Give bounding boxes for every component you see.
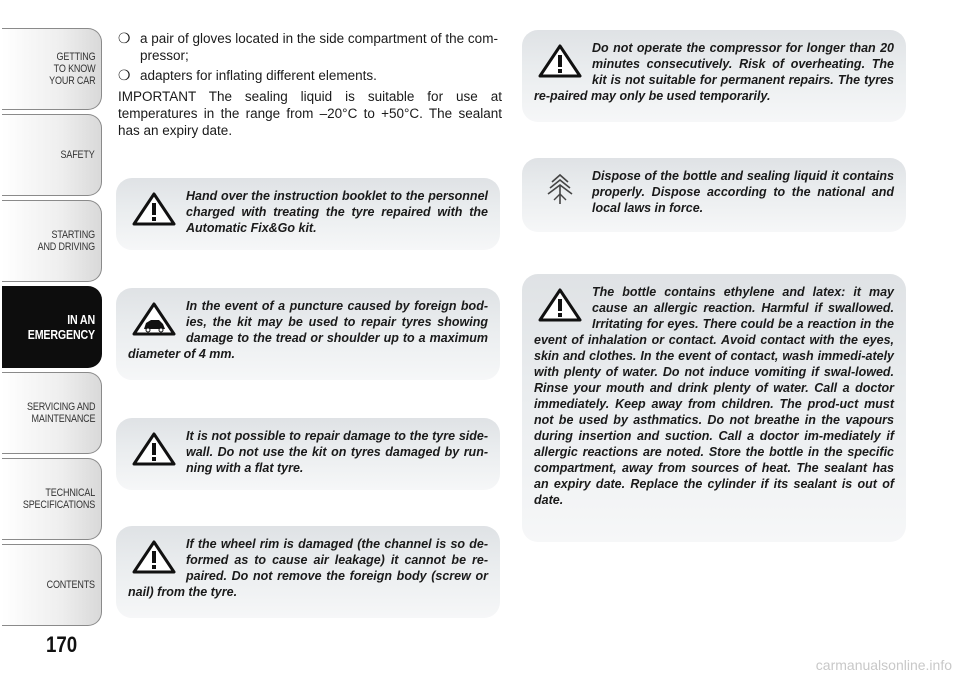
tab-label: TECHNICAL SPECIFICATIONS xyxy=(22,487,95,511)
warning-text: Hand over the instruction booklet to the personnel charged with treating the tyre repaired with the Automatic Fix&Go kit. xyxy=(186,189,488,235)
tab-label: STARTING AND DRIVING xyxy=(37,229,95,253)
tab-safety[interactable] xyxy=(2,114,102,196)
tab-in-an-emergency[interactable] xyxy=(2,286,102,368)
warning-text: It is not possible to repair damage to the tyre side-wall. Do not use the kit on tyres damaged by run-ning with a flat tyre. xyxy=(186,429,488,475)
warning-text: Dispose of the bottle and sealing liquid it contains properly. Dispose according to the national and local laws in force. xyxy=(592,169,894,215)
warning-box-rim xyxy=(116,526,500,618)
warning-triangle-icon xyxy=(538,288,582,322)
warning-text: Do not operate the compressor for longer than 20 minutes consecutively. Risk of overheating. The kit is not suitable for permanent repairs. The tyres re-paired may only be used temporarily. xyxy=(534,41,894,103)
tab-label: GETTING TO KNOW YOUR CAR xyxy=(48,51,95,87)
bullet-mark: ❍ xyxy=(118,30,131,46)
list-item-text: a pair of gloves located in the side compartment of the com-pressor; xyxy=(140,31,498,63)
tab-starting-and-driving[interactable] xyxy=(2,200,102,282)
warning-box-compressor xyxy=(522,30,906,122)
tab-label: CONTENTS xyxy=(46,579,95,591)
page-number: 170 xyxy=(46,632,78,657)
tab-getting-to-know-your-car[interactable] xyxy=(2,28,102,110)
warning-triangle-icon xyxy=(132,432,176,466)
warning-box-sidewall xyxy=(116,418,500,490)
tab-label: SERVICING AND MAINTENANCE xyxy=(26,401,95,425)
warning-box-puncture xyxy=(116,288,500,380)
tab-contents[interactable] xyxy=(2,544,102,626)
tab-label: IN AN EMERGENCY xyxy=(27,312,95,342)
warning-text: If the wheel rim is damaged (the channel is so de-formed as to cause air leakage) it cannot be re-paired. Do not remove the foreign body (screw or nail) from the tyre. xyxy=(128,537,488,599)
environment-tree-icon xyxy=(538,172,582,206)
warning-triangle-icon xyxy=(132,192,176,226)
warning-triangle-icon xyxy=(132,540,176,574)
list-item xyxy=(118,30,502,64)
warning-box-bottle xyxy=(522,274,906,542)
warning-text: In the event of a puncture caused by foreign bod-ies, the kit may be used to repair tyres showing damage to the tread or shoulder up to a maximum diameter of 4 mm. xyxy=(128,299,488,361)
tab-servicing-and-maintenance[interactable] xyxy=(2,372,102,454)
tab-label: SAFETY xyxy=(60,149,95,161)
list-item-text: adapters for inflating different elements. xyxy=(140,68,377,83)
watermark: carmanualsonline.info xyxy=(815,657,952,673)
bullet-mark: ❍ xyxy=(118,67,131,83)
tab-technical-specifications[interactable] xyxy=(2,458,102,540)
warning-triangle-icon xyxy=(538,44,582,78)
car-warning-triangle-icon xyxy=(132,302,176,336)
warning-box-booklet xyxy=(116,178,500,250)
list-item xyxy=(118,67,502,84)
warning-text: The bottle contains ethylene and latex: it may cause an allergic reaction. Harmful if swallowed. Irritating for eyes. There could be a reaction in the event of inhalation or contact. Avoid contact with the eyes, skin and clothes. In the event of contact, wash immedi-ately with plenty of water. Do not induce vomiting if swal-lowed. Rinse your mouth and drink plenty of water. Call a doctor immediately. Keep away from children. The prod-uct must not be used by asthmatics. Do not breathe in the vapours during insertion and suction. Call a doctor im-mediately if allergic reactions are noted. Store the bottle in the specific compartment, away from sources of heat. The sealant has an expiry date. Replace the cylinder if its sealant is out of date. xyxy=(534,285,894,507)
environment-box-dispose xyxy=(522,158,906,232)
body-text xyxy=(118,30,502,139)
important-note: IMPORTANT The sealing liquid is suitable for use at temperatures in the range from –20°C to +50°C. The sealant has an expiry date. xyxy=(118,89,502,138)
